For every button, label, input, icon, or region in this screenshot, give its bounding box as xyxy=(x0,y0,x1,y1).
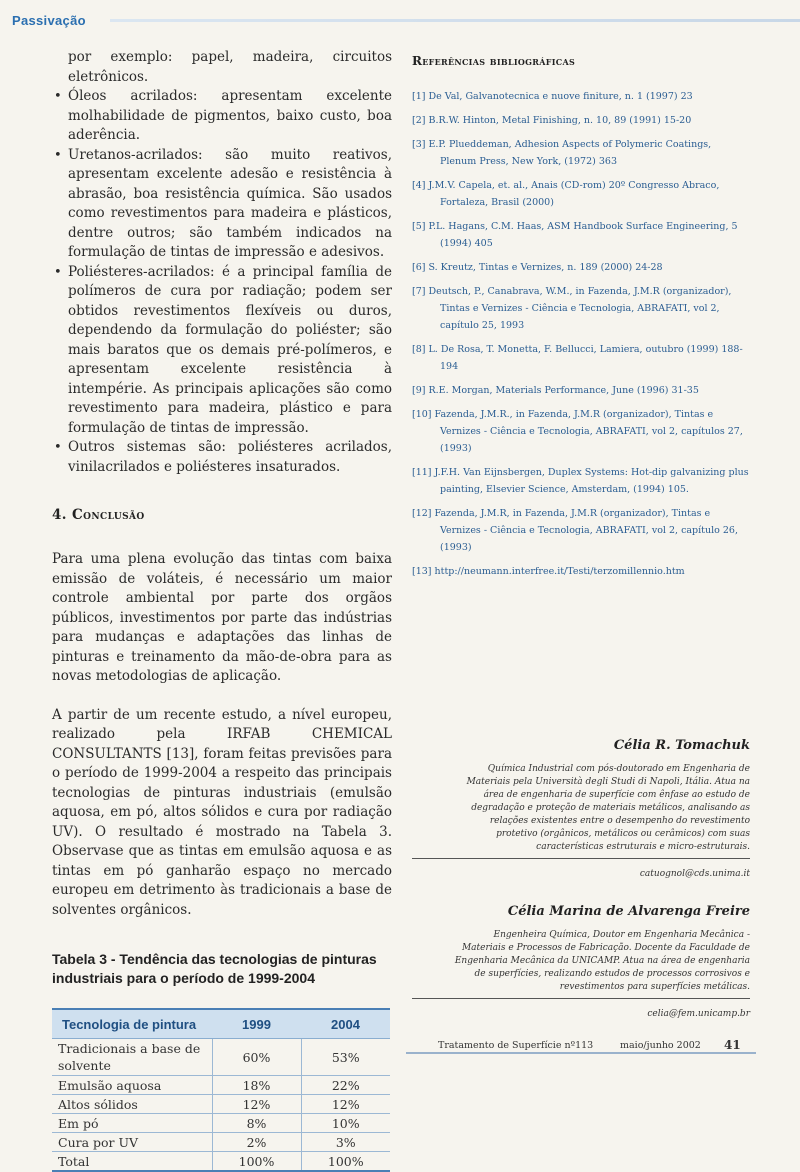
reference-item: [5] P.L. Hagans, C.M. Haas, ASM Handbook Surface Engineering, 5 (1994) 405 xyxy=(412,221,738,249)
list-item-text: por exemplo: papel, madeira, circuitos eletrônicos. xyxy=(68,49,392,85)
table-cell: Altos sólidos xyxy=(52,1095,212,1114)
bullet-list xyxy=(52,48,392,477)
reference-item: [10] Fazenda, J.M.R., in Fazenda, J.M.R (organizador), Tintas e Vernizes - Ciência e Tecnologia, ABRAFATI, vol 2, capítulos 27, (1993) xyxy=(412,409,743,454)
list-item-text: Óleos acrilados: apresentam excelente molhabilidade de pigmentos, baixo custo, boa aderência. xyxy=(68,88,392,143)
table-cell: 100% xyxy=(212,1152,301,1172)
header-rule xyxy=(110,19,800,22)
bullet-icon: • xyxy=(54,440,62,455)
reference-item: [11] J.F.H. Van Eijnsbergen, Duplex Systems: Hot-dip galvanizing plus painting, Elsevier Science, Amsterdam, (1994) 105. xyxy=(412,467,749,495)
list-item-text: Poliésteres-acrilados: é a principal família de polímeros de cura por radiação; podem ser obtidos revestimentos flexíveis ou duros, dependendo da formulação do poliéster; são mais baratos que os demais pré-polímeros, e apresentam excelente resistência à intempérie. As principais aplicações são como revestimento para madeira, plástico e para formulação de tintas de impressão. xyxy=(68,263,392,436)
running-header xyxy=(0,0,800,40)
column-header: Tecnologia de pintura xyxy=(52,1009,212,1039)
bullet-icon: • xyxy=(54,89,62,104)
table-row-total xyxy=(52,1152,390,1172)
issue-date: maio/junho 2002 xyxy=(620,1040,701,1051)
table-header-row xyxy=(52,1009,390,1039)
author-email: catuognol@cds.unima.it xyxy=(639,869,750,879)
bullet-icon: • xyxy=(54,264,62,280)
author-email: celia@fem.unicamp.br xyxy=(647,1009,750,1019)
author-block-2 xyxy=(412,904,750,1019)
page-footer xyxy=(412,1040,742,1052)
table-cell: Em pó xyxy=(52,1114,212,1133)
table-cell: 10% xyxy=(301,1114,390,1133)
journal-name: Tratamento de Superfície nº113 xyxy=(438,1040,594,1051)
table-cell: 100% xyxy=(301,1152,390,1172)
divider xyxy=(412,858,750,859)
table-cell: Emulsão aquosa xyxy=(52,1076,212,1095)
list-item xyxy=(52,48,392,87)
section-title: Conclusão xyxy=(72,507,145,523)
list-item-text: Outros sistemas são: poliésteres acrilados, vinilacrilados e poliésteres insaturados. xyxy=(68,439,392,475)
paragraph: A partir de um recente estudo, a nível europeu, realizado pela IRFAB CHEMICAL CONSULTANTS [13], foram feitas previsões para o período de 1999-2004 a respeito das principais tecnologias de pinturas industriais (emulsão aquosa, em pó, altos sólidos e cura por radiação UV). O resultado é mostrado na Tabela 3. Observase que as tintas em emulsão aquosa e as tintas em pó ganharão espaço no mercado europeu em detrimento às tradicionais a base de solventes orgânicos. xyxy=(52,706,392,918)
list-item xyxy=(52,146,392,263)
column-header: 1999 xyxy=(212,1009,301,1039)
trend-table xyxy=(52,1008,390,1172)
table-cell: Tradicionais a base de solvente xyxy=(52,1039,212,1076)
table-cell: 53% xyxy=(301,1039,390,1076)
bullet-icon: • xyxy=(54,147,62,163)
reference-item: [4] J.M.V. Capela, et. al., Anais (CD-rom) 20º Congresso Abraco, Fortaleza, Brasil (2000) xyxy=(412,180,720,208)
table-row xyxy=(52,1133,390,1152)
reference-item: [1] De Val, Galvanotecnica e nuove finiture, n. 1 (1997) 23 xyxy=(412,91,693,102)
author-name: Célia R. Tomachuk xyxy=(613,738,750,753)
reference-item: [8] L. De Rosa, T. Monetta, F. Bellucci, Lamiera, outubro (1999) 188-194 xyxy=(412,344,743,372)
page-number: 41 xyxy=(724,1038,741,1052)
table-cell: 22% xyxy=(301,1076,390,1095)
reference-item: [3] E.P. Plueddeman, Adhesion Aspects of Polymeric Coatings, Plenum Press, New York, (1972) 363 xyxy=(412,139,712,167)
table-container xyxy=(52,1008,390,1172)
table-cell: 3% xyxy=(301,1133,390,1152)
section-label: Passivação xyxy=(12,13,86,28)
table-cell: 18% xyxy=(212,1076,301,1095)
table-row xyxy=(52,1076,390,1095)
table-cell: 12% xyxy=(301,1095,390,1114)
author-bio: Química Industrial com pós-doutorado em Engenharia de Materiais pela Università degli Studi di Napoli, Itália. Atua na área de engenharia de superfície com ênfase ao estudo de degradação e proteção de materiais metálicos, analisando as relações existentes entre o desempenho do revestimento protetivo (orgânicos, metálicos ou cerâmicos) com suas características estruturais e micro-estruturais. xyxy=(466,764,750,852)
table-row xyxy=(52,1114,390,1133)
author-bio: Engenheira Química, Doutor em Engenharia Mecânica - Materiais e Processos de Fabricação. Docente da Faculdade de Engenharia Mecânica da UNICAMP. Atua na área de engenharia de superfícies, realizando estudos de processos corrosivos e revestimentos para superfícies metálicas. xyxy=(454,930,750,992)
left-column xyxy=(52,48,392,1172)
list-item xyxy=(52,438,392,477)
right-column xyxy=(412,54,750,587)
footer-rule xyxy=(406,1052,756,1054)
section-number: 4. xyxy=(52,507,67,523)
table-cell: 12% xyxy=(212,1095,301,1114)
author-name: Célia Marina de Alvarenga Freire xyxy=(507,904,750,919)
list-item xyxy=(52,87,392,146)
reference-item: [2] B.R.W. Hinton, Metal Finishing, n. 10, 89 (1991) 15-20 xyxy=(412,115,692,126)
table-cell: Total xyxy=(52,1152,212,1172)
table-row xyxy=(52,1039,390,1076)
section-heading xyxy=(52,507,392,523)
table-cell: 8% xyxy=(212,1114,301,1133)
references-heading xyxy=(412,54,750,68)
reference-item: [13] http://neumann.interfree.it/Testi/terzomillennio.htm xyxy=(412,566,685,577)
table-cell: Cura por UV xyxy=(52,1133,212,1152)
references-title: Referências bibliográficas xyxy=(412,54,576,68)
divider xyxy=(412,998,750,999)
list-item-text: Uretanos-acrilados: são muito reativos, apresentam excelente adesão e resistência à abrasão, boa resistência química. São usados como revestimentos para madeira e plásticos, dentre outros; são também indicados na formulação de tintas de impressão e adesivos. xyxy=(68,146,392,260)
reference-item: [12] Fazenda, J.M.R, in Fazenda, J.M.R (organizador), Tintas e Vernizes - Ciência e Tecnologia, ABRAFATI, vol 2, capítulo 26, (1993) xyxy=(412,508,738,553)
reference-item: [9] R.E. Morgan, Materials Performance, June (1996) 31-35 xyxy=(412,385,699,396)
reference-item: [6] S. Kreutz, Tintas e Vernizes, n. 189 (2000) 24-28 xyxy=(412,262,663,273)
column-header: 2004 xyxy=(301,1009,390,1039)
list-item xyxy=(52,263,392,439)
paragraph: Para uma plena evolução das tintas com baixa emissão de voláteis, é necessário um maior controle ambiental por parte dos orgãos públicos, investimentos por parte das indústrias para mudanças e adaptações das linhas de pinturas e treinamento da mão-de-obra para as novas metodologias de aplicação. xyxy=(52,551,392,684)
reference-list xyxy=(412,88,750,580)
author-block-1 xyxy=(412,738,750,879)
reference-item: [7] Deutsch, P., Canabrava, W.M., in Fazenda, J.M.R (organizador), Tintas e Vernizes - Ciência e Tecnologia, ABRAFATI, vol 2, capítulo 25, 1993 xyxy=(412,286,732,331)
table-row xyxy=(52,1095,390,1114)
table-cell: 60% xyxy=(212,1039,301,1076)
table-title: Tabela 3 - Tendência das tecnologias de pinturas industriais para o período de 1999-2004 xyxy=(52,951,377,986)
table-cell: 2% xyxy=(212,1133,301,1152)
